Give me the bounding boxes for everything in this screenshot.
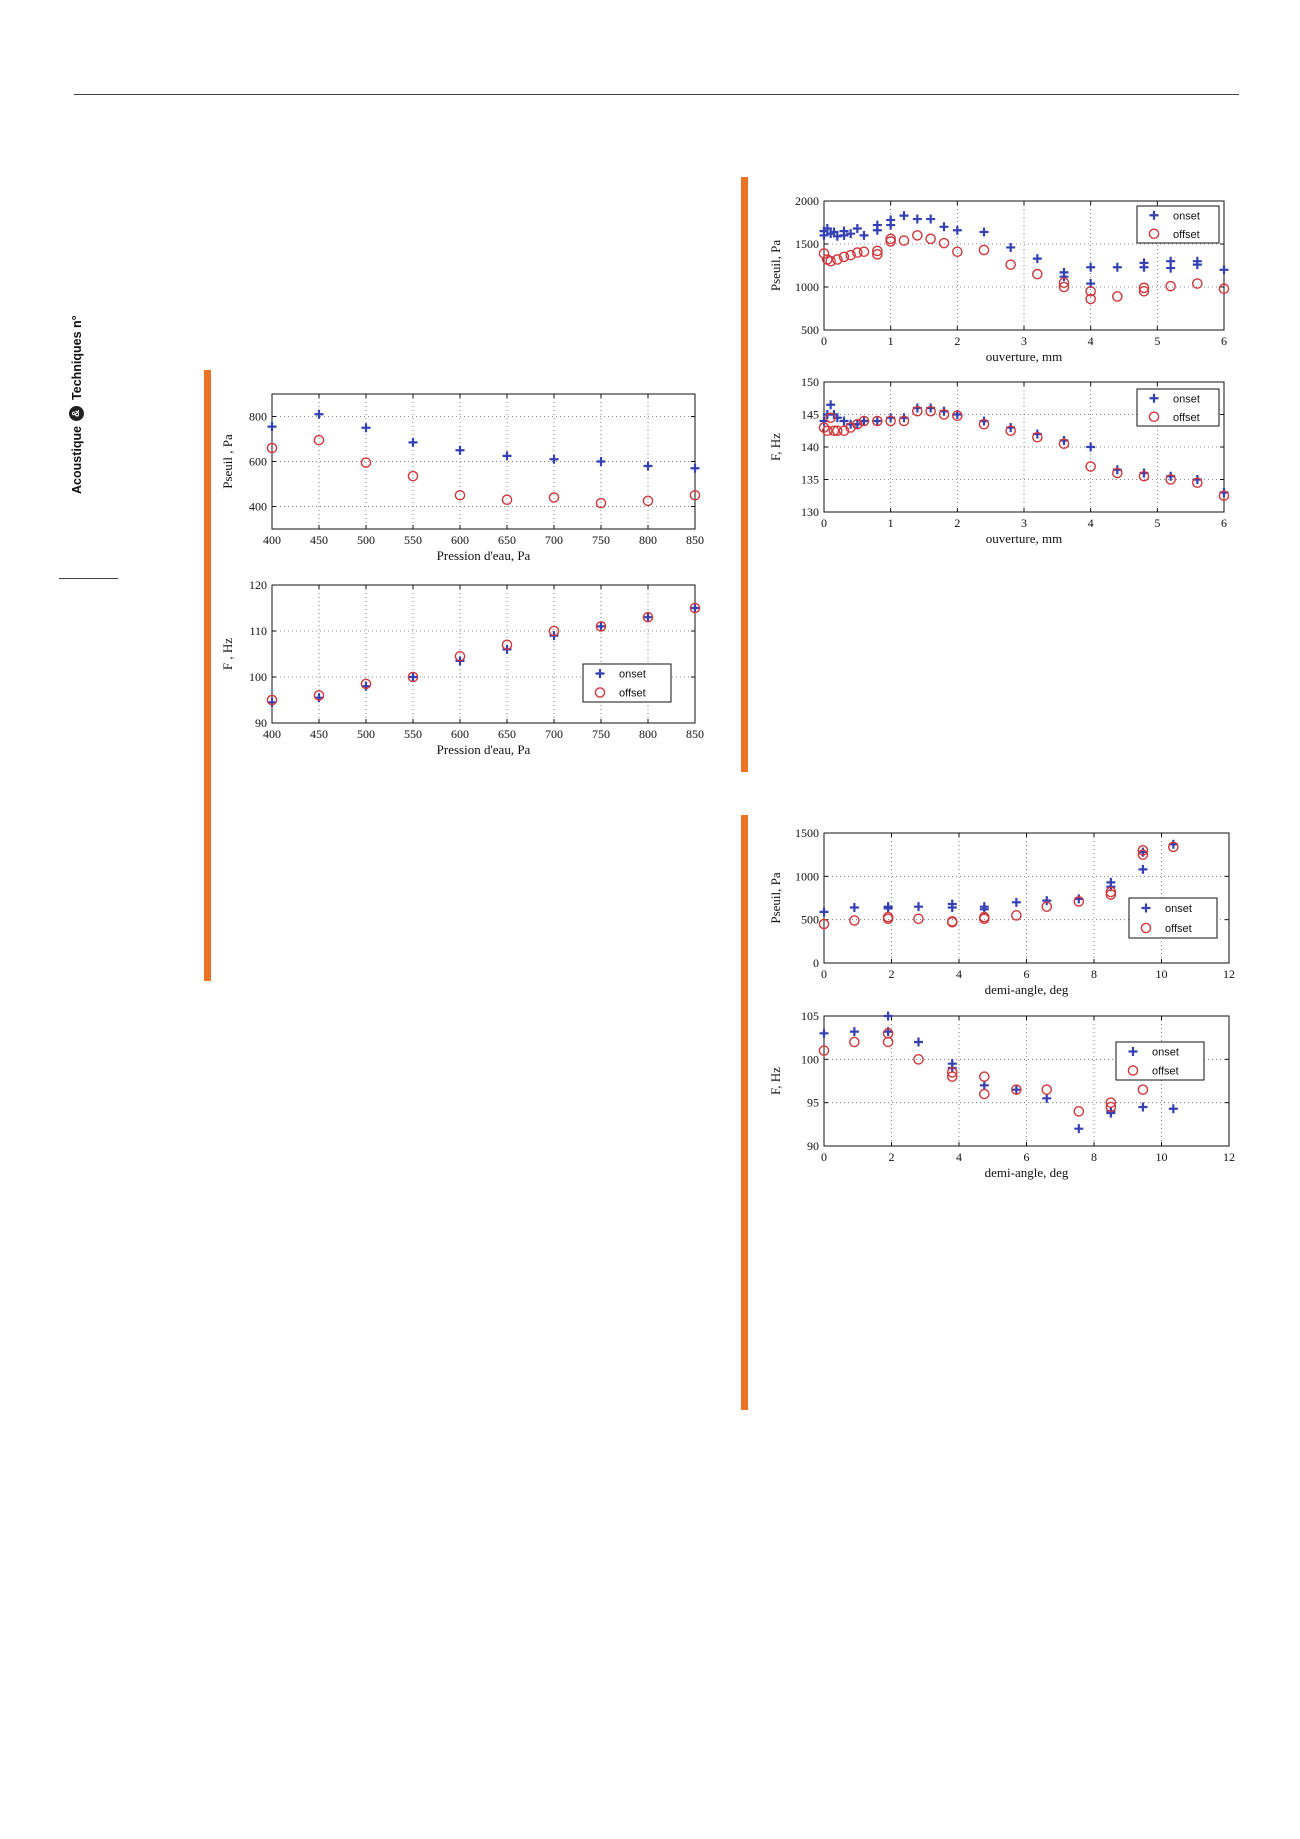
x-tick-label: 12 <box>1223 1150 1235 1164</box>
x-axis-label: ouverture, mm <box>985 531 1063 546</box>
x-axis-label: demi-angle, deg <box>984 982 1069 997</box>
x-tick-label: 600 <box>451 727 469 741</box>
x-tick-label: 800 <box>639 727 657 741</box>
x-tick-label: 650 <box>498 727 516 741</box>
x-tick-label: 0 <box>821 516 827 530</box>
y-tick-label: 600 <box>249 454 267 469</box>
x-tick-label: 5 <box>1154 516 1161 530</box>
x-tick-label: 400 <box>263 727 281 741</box>
y-tick-label: 90 <box>255 716 267 730</box>
y-tick-label: 0 <box>813 956 819 970</box>
y-tick-label: 90 <box>807 1139 819 1153</box>
y-tick-label: 95 <box>807 1095 819 1110</box>
x-tick-label: 400 <box>263 533 281 547</box>
x-tick-label: 5 <box>1154 334 1161 348</box>
x-tick-label: 6 <box>1221 516 1227 530</box>
x-tick-label: 650 <box>498 533 516 547</box>
x-tick-label: 550 <box>404 533 422 547</box>
frequency-vs-opening-chart <box>768 375 1229 546</box>
x-tick-label: 10 <box>1155 967 1168 981</box>
y-axis-label: F, Hz <box>768 1067 783 1095</box>
y-tick-label: 500 <box>801 323 819 337</box>
journal-logo-icon: & <box>69 406 84 421</box>
x-tick-label: 0 <box>821 1150 827 1164</box>
legend-label: onset <box>619 668 646 681</box>
x-tick-label: 4 <box>956 1150 962 1164</box>
x-tick-label: 0 <box>821 967 827 981</box>
plot-area <box>272 394 695 529</box>
threshold-vs-half-angle-chart <box>768 826 1235 997</box>
y-tick-label: 1500 <box>795 237 819 251</box>
x-tick-label: 800 <box>639 533 657 547</box>
x-axis-label: Pression d'eau, Pa <box>436 548 531 563</box>
y-tick-label: 100 <box>801 1052 819 1067</box>
x-tick-label: 750 <box>592 727 610 741</box>
y-axis-label: F , Hz <box>220 637 235 671</box>
x-tick-label: 6 <box>1023 967 1030 981</box>
legend-label: offset <box>619 687 646 700</box>
x-tick-label: 12 <box>1223 967 1235 981</box>
x-tick-label: 2 <box>888 967 895 981</box>
x-axis-label: demi-angle, deg <box>984 1165 1069 1180</box>
x-tick-label: 2 <box>888 1150 895 1164</box>
threshold-vs-water-pressure-chart <box>220 394 704 563</box>
chart-legend <box>583 664 671 702</box>
y-tick-label: 120 <box>249 578 267 592</box>
x-tick-label: 750 <box>592 533 610 547</box>
x-tick-label: 450 <box>310 727 328 741</box>
legend-label: onset <box>1165 903 1192 915</box>
y-tick-label: 400 <box>249 499 267 514</box>
x-tick-label: 450 <box>310 533 328 547</box>
x-tick-label: 850 <box>686 727 704 741</box>
y-tick-label: 1000 <box>795 869 819 884</box>
y-tick-label: 110 <box>249 624 267 638</box>
y-axis-label: Pseuil, Pa <box>768 872 783 924</box>
journal-name-left: Acoustique <box>70 426 84 495</box>
y-tick-label: 130 <box>801 505 819 519</box>
x-tick-label: 4 <box>1087 516 1094 530</box>
frequency-vs-water-pressure-chart <box>220 578 704 757</box>
x-tick-label: 2 <box>954 516 961 530</box>
threshold-vs-opening-chart <box>768 194 1229 364</box>
legend-label: offset <box>1173 228 1200 241</box>
y-tick-label: 135 <box>801 472 819 487</box>
legend-label: offset <box>1152 1065 1179 1078</box>
x-tick-label: 4 <box>1087 334 1094 348</box>
x-tick-label: 3 <box>1021 334 1027 348</box>
x-tick-label: 500 <box>357 533 375 547</box>
x-tick-label: 6 <box>1221 334 1227 348</box>
chart-legend <box>1137 206 1219 243</box>
legend-label: onset <box>1173 393 1200 406</box>
y-tick-label: 150 <box>801 375 819 389</box>
y-tick-label: 2000 <box>795 194 819 208</box>
x-axis-label: Pression d'eau, Pa <box>436 742 531 757</box>
x-tick-label: 3 <box>1021 516 1027 530</box>
y-tick-label: 800 <box>249 409 267 424</box>
y-axis-label: F, Hz <box>768 433 783 461</box>
chart-legend <box>1129 898 1217 938</box>
legend-label: onset <box>1152 1046 1179 1059</box>
x-tick-label: 700 <box>545 533 563 547</box>
y-tick-label: 145 <box>801 407 819 422</box>
x-tick-label: 850 <box>686 533 704 547</box>
x-tick-label: 2 <box>954 334 961 348</box>
legend-label: offset <box>1165 923 1192 935</box>
y-axis-label: Pseuil , Pa <box>220 434 235 489</box>
x-tick-label: 6 <box>1023 1150 1030 1164</box>
y-tick-label: 1500 <box>795 826 819 840</box>
x-axis-label: ouverture, mm <box>985 349 1063 364</box>
x-tick-label: 600 <box>451 533 469 547</box>
y-axis-label: Pseuil, Pa <box>768 239 783 292</box>
x-tick-label: 10 <box>1155 1150 1168 1164</box>
y-tick-label: 100 <box>249 670 267 684</box>
y-tick-label: 500 <box>801 912 819 927</box>
x-tick-label: 1 <box>887 516 894 530</box>
chart-legend <box>1137 389 1219 426</box>
x-tick-label: 8 <box>1091 1150 1097 1164</box>
x-tick-label: 700 <box>545 727 563 741</box>
y-tick-label: 105 <box>801 1009 819 1023</box>
legend-label: onset <box>1173 210 1200 223</box>
x-tick-label: 4 <box>956 967 962 981</box>
x-tick-label: 500 <box>357 727 375 741</box>
x-tick-label: 550 <box>404 727 422 741</box>
x-tick-label: 8 <box>1091 967 1097 981</box>
x-tick-label: 0 <box>821 334 827 348</box>
legend-label: offset <box>1173 411 1200 424</box>
y-tick-label: 140 <box>801 440 819 454</box>
frequency-vs-half-angle-chart <box>768 1009 1235 1180</box>
journal-name-right: Techniques n° <box>70 315 84 401</box>
chart-legend <box>1116 1042 1204 1080</box>
y-tick-label: 1000 <box>795 280 819 294</box>
x-tick-label: 1 <box>887 334 894 348</box>
